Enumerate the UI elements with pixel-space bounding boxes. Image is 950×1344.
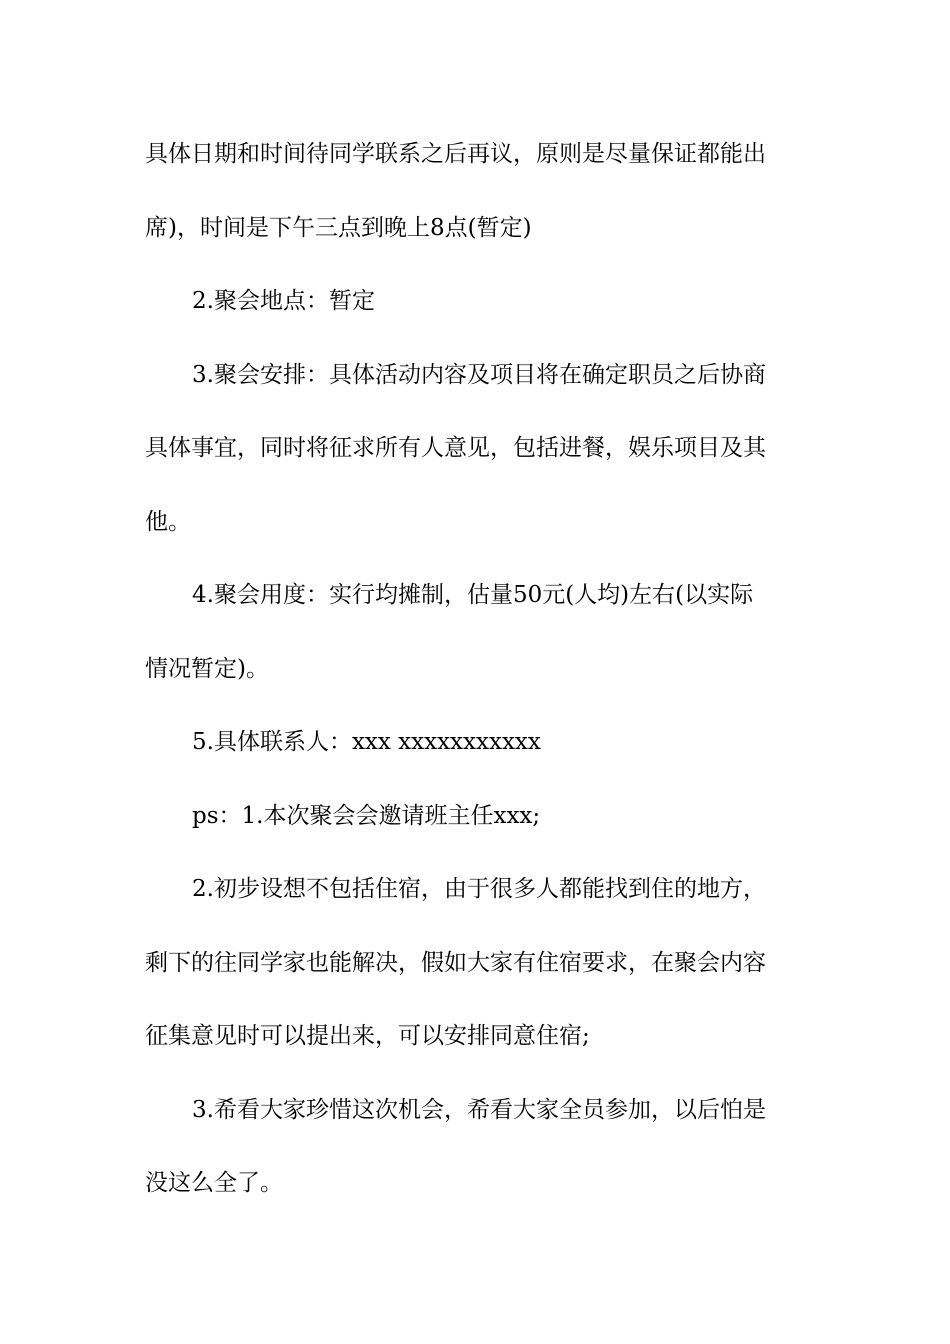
- text-line-13: 征集意见时可以提出来，可以安排同意住宿;: [145, 1023, 590, 1049]
- text-line-10: ps：1.本次聚会会邀请班主任xxx;: [192, 802, 541, 829]
- text-line-14: 3.希看大家珍惜这次机会，希看大家全员参加，以后怕是: [192, 1096, 766, 1123]
- text-line-1: 具体日期和时间待同学联系之后再议，原则是尽量保证都能出: [145, 141, 766, 167]
- text-line-4: 3.聚会安排：具体活动内容及项目将在确定职员之后协商: [192, 361, 766, 388]
- text-line-5: 具体事宜，同时将征求所有人意见，包括进餐，娱乐项目及其: [145, 435, 766, 461]
- document-body: [145, 118, 805, 1221]
- text-line-7: 4.聚会用度：实行均摊制，估量50元(人均)左右(以实际: [192, 582, 754, 608]
- text-line-2: 席)，时间是下午三点到晚上8点(暂定): [145, 214, 532, 241]
- text-line-9: 5.具体联系人：xxx xxxxxxxxxxx: [192, 729, 541, 755]
- text-line-8: 情况暂定)。: [145, 655, 269, 682]
- text-line-15: 没这么全了。: [145, 1170, 283, 1196]
- text-line-12: 剩下的往同学家也能解决，假如大家有住宿要求，在聚会内容: [145, 949, 766, 976]
- text-line-3: 2.聚会地点：暂定: [192, 288, 375, 314]
- text-line-6: 他。: [145, 508, 191, 535]
- text-line-11: 2.初步设想不包括住宿，由于很多人都能找到住的地方，: [192, 876, 766, 902]
